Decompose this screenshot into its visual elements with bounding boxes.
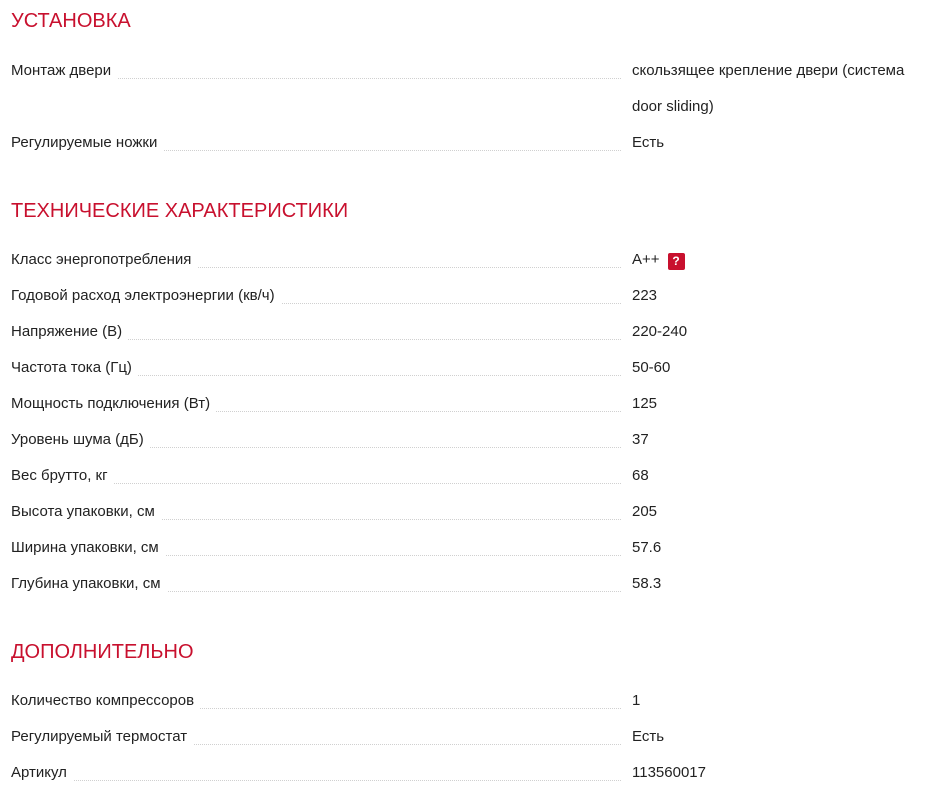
spec-label: Уровень шума (дБ): [11, 431, 150, 448]
spec-label: Монтаж двери: [11, 62, 117, 79]
spec-value: 223: [632, 287, 658, 304]
spec-row-package-depth: [11, 566, 921, 602]
spec-value: 125: [632, 395, 658, 412]
spec-value: Есть: [632, 134, 665, 151]
spec-label: Вес брутто, кг: [11, 467, 114, 484]
spec-label: Артикул: [11, 764, 73, 781]
spec-value: 37: [632, 431, 649, 448]
spec-label: Частота тока (Гц): [11, 359, 138, 376]
spec-label: Класс энергопотребления: [11, 251, 197, 268]
spec-label: Годовой расход электроэнергии (кв/ч): [11, 287, 281, 304]
spec-value: 50-60: [632, 359, 671, 376]
spec-label: Ширина упаковки, см: [11, 539, 165, 556]
section-title-installation: УСТАНОВКА: [11, 10, 131, 32]
spec-value: 205: [632, 503, 658, 520]
spec-label: Напряжение (В): [11, 323, 128, 340]
section-title-additional: ДОПОЛНИТЕЛЬНО: [11, 641, 194, 663]
spec-label: Высота упаковки, см: [11, 503, 161, 520]
spec-value: 1: [632, 692, 641, 709]
spec-row-adjustable-feet: [11, 125, 921, 161]
spec-value: 57.6: [632, 539, 662, 556]
dotted-leader: [11, 745, 621, 781]
spec-label: Регулируемый термостат: [11, 728, 193, 745]
section-title-specs: ТЕХНИЧЕСКИЕ ХАРАКТЕРИСТИКИ: [11, 200, 349, 222]
spec-value: 68: [632, 467, 649, 484]
spec-value: скользящее крепление двери (система door sliding): [632, 62, 905, 115]
spec-label: Глубина упаковки, см: [11, 575, 167, 592]
spec-label: Количество компрессоров: [11, 692, 200, 709]
spec-label: Регулируемые ножки: [11, 134, 163, 151]
spec-value: 58.3: [632, 575, 662, 592]
spec-value: 113560017: [632, 764, 706, 781]
spec-value: Есть: [632, 728, 665, 745]
spec-row-article: [11, 755, 921, 791]
spec-label: Мощность подключения (Вт): [11, 395, 216, 412]
help-icon[interactable]: ?: [668, 253, 685, 270]
spec-value: 220-240: [632, 323, 688, 340]
spec-value: A++: [632, 251, 660, 268]
